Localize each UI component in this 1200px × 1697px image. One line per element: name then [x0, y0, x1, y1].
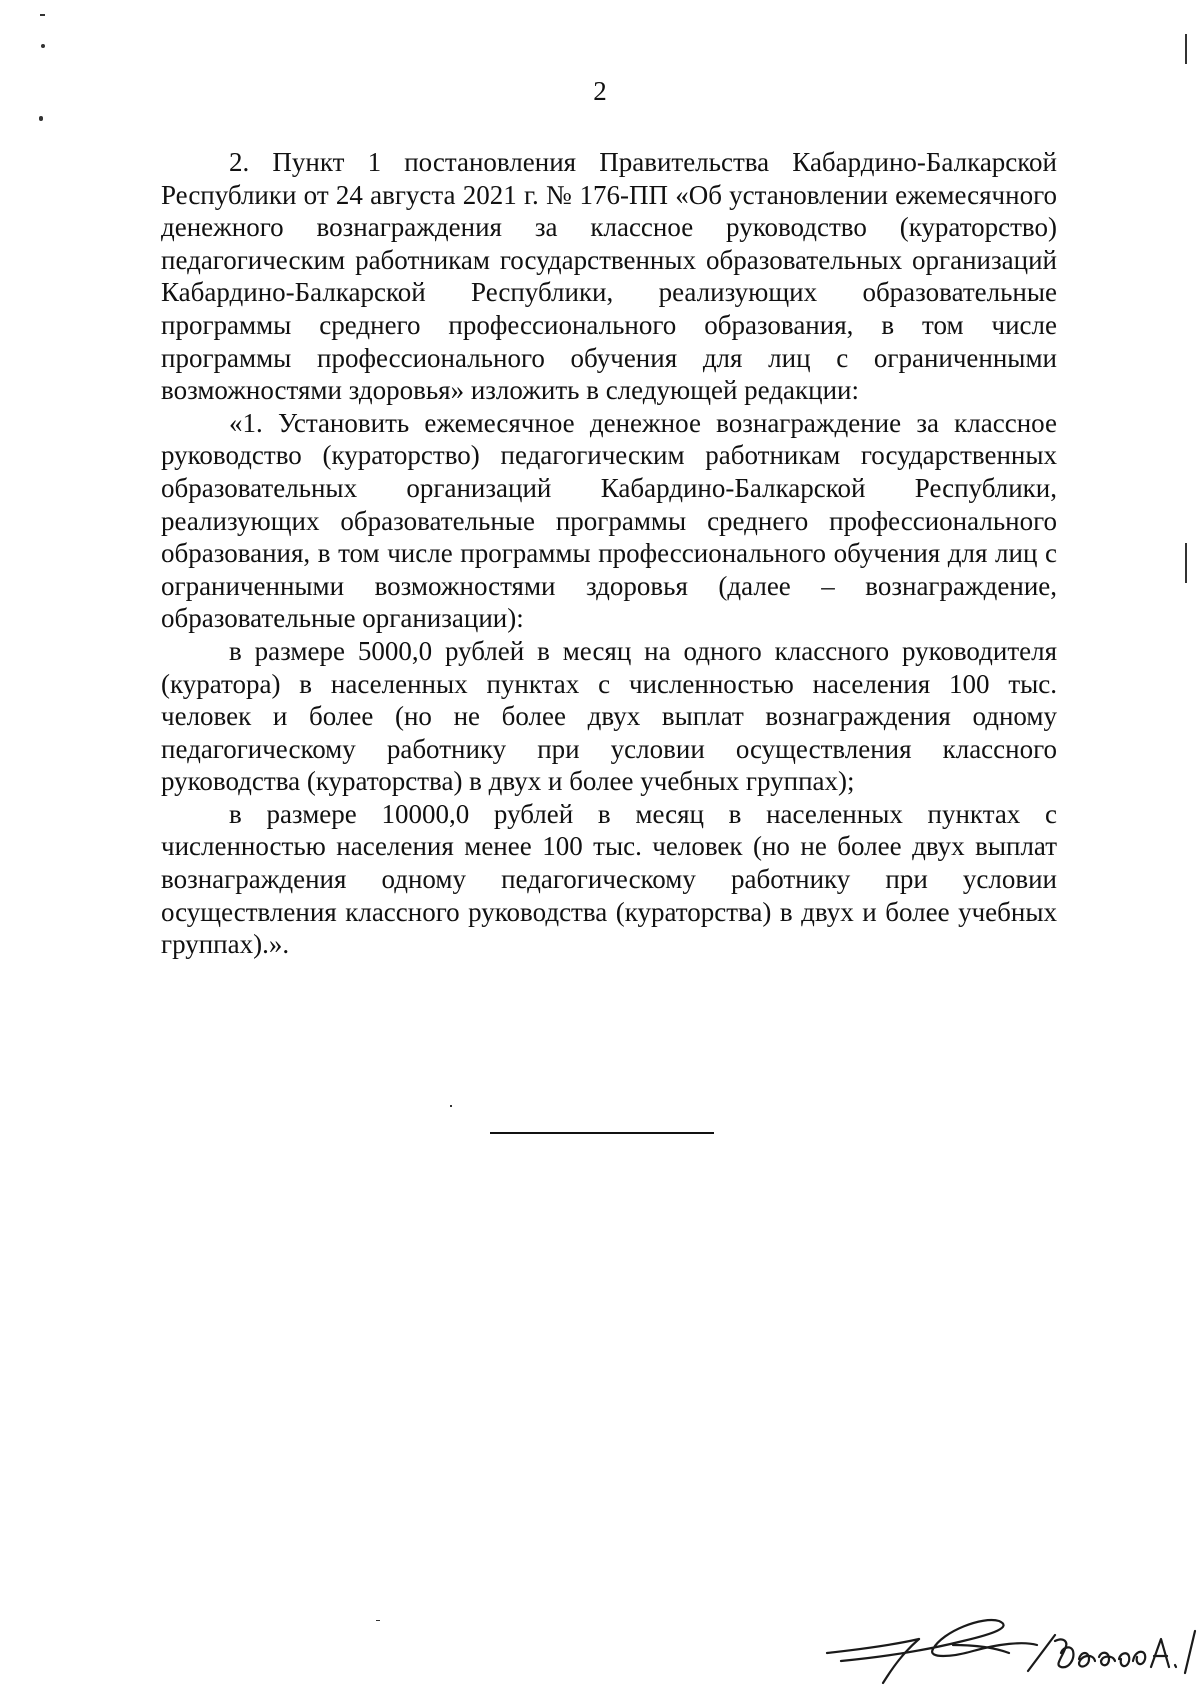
handwritten-signature — [823, 1601, 1200, 1697]
document-body — [161, 146, 1057, 961]
page-number: 2 — [593, 76, 607, 106]
scan-artifact — [1185, 543, 1187, 583]
paragraph-new-wording: «1. Установить ежемесячное денежное вознаграждение за классное руководство (кураторство) педагогическим работникам государственных образовательных организаций Кабардино-Балкарской Республики, реализующих образовательные программы среднего профессионального образования, в том числе программы профессионального обучения для лиц с ограниченными возможностями здоровья (далее – вознаграждение, образовательные организации): — [161, 407, 1057, 634]
paragraph-rate-large-settlements: в размере 5000,0 рублей в месяц на одного классного руководителя (куратора) в населенных пунктах с численностью населения 100 тыс. человек и более (но не более двух выплат вознаграждения одному педагогическому работнику при условии осуществления классного руководства (кураторства) в двух и более учебных группах); — [161, 635, 1057, 797]
closing-divider — [490, 1132, 714, 1134]
scan-artifact — [41, 44, 45, 48]
scan-artifact — [450, 1105, 452, 1107]
scan-artifact — [40, 14, 45, 16]
scan-artifact — [376, 1620, 380, 1621]
scan-artifact — [1185, 34, 1187, 64]
paragraph-rate-small-settlements: в размере 10000,0 рублей в месяц в населенных пунктах с численностью населения менее 100 тыс. человек (но не более двух выплат вознаграждения одному педагогическому работнику при условии осуществления классного руководства (кураторства) в двух и более учебных группах).». — [161, 798, 1057, 960]
scan-artifact — [39, 116, 43, 121]
paragraph-amendment-intro: 2. Пункт 1 постановления Правительства Кабардино-Балкарской Республики от 24 августа 2021 г. № 176-ПП «Об установлении ежемесячного денежного вознаграждения за классное руководство (кураторство) педагогическим работникам государственных образовательных организаций Кабардино-Балкарской Республики, реализующих образовательные программы среднего профессионального образования, в том числе программы профессионального обучения для лиц с ограниченными возможностями здоровья» изложить в следующей редакции: — [161, 147, 1057, 406]
